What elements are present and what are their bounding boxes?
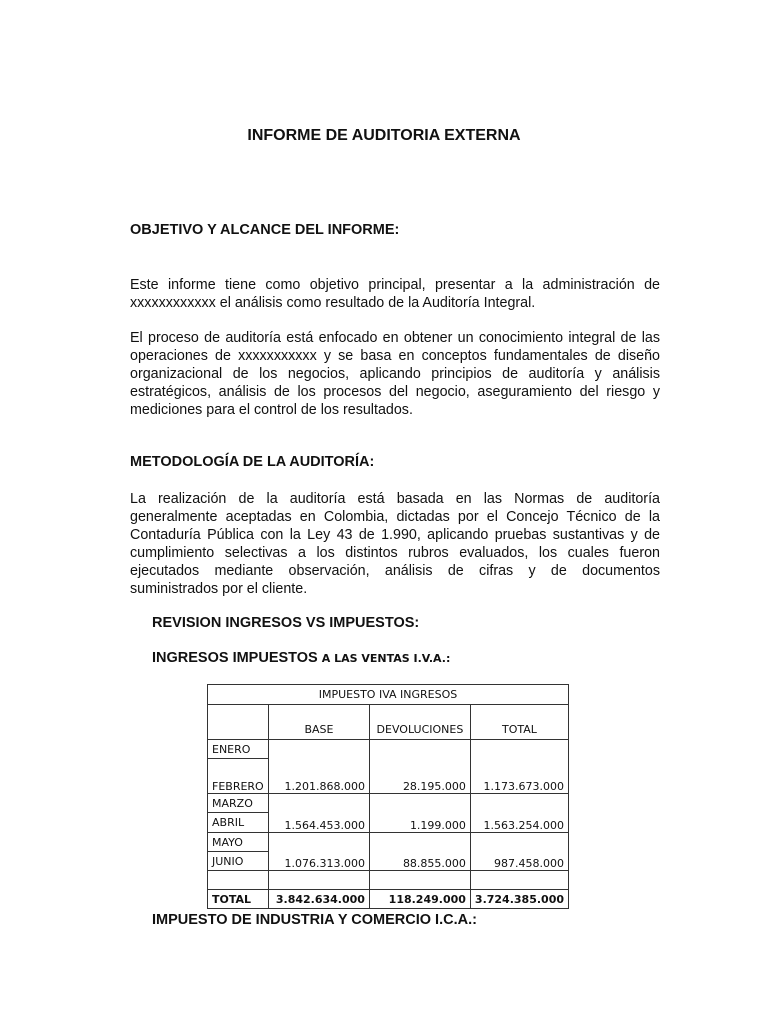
- ingresos-heading-main: INGRESOS IMPUESTOS: [152, 650, 318, 666]
- base-cell: 1.564.453.000: [268, 794, 369, 833]
- table-row: [208, 794, 569, 813]
- table-spacer-row: [208, 871, 569, 890]
- spacer-cell: [268, 871, 369, 890]
- ingresos-heading: [152, 650, 450, 666]
- metodologia-paragraph: La realización de la auditoría está basada en las Normas de auditoría generalmente aceptadas en Colombia, dictadas por el Concejo Técnico de la Contaduría Pública con la Ley 43 de 1.990, aplicando pruebas sustantivas y de cumplimiento selectivas a los distintos rubros evaluados, los cuales fueron ejecutados mediante observación, análisis de cifras y de documentos suministrados por el cliente.: [130, 491, 660, 597]
- total-total: 3.724.385.000: [470, 890, 568, 909]
- col-header-base: BASE: [268, 705, 369, 740]
- table-total-row: [208, 890, 569, 909]
- ingresos-heading-small: A LAS VENTAS I.V.A.:: [321, 652, 451, 665]
- month-cell: MAYO: [208, 833, 269, 852]
- objetivo-heading: OBJETIVO Y ALCANCE DEL INFORME:: [130, 222, 400, 238]
- table-row: [208, 740, 569, 759]
- spacer-cell: [369, 871, 470, 890]
- devoluciones-cell: 1.199.000: [369, 794, 470, 833]
- spacer-cell: [470, 871, 568, 890]
- devoluciones-cell: 88.855.000: [369, 833, 470, 871]
- total-label: TOTAL: [208, 890, 269, 909]
- month-cell: JUNIO: [208, 852, 269, 871]
- total-cell: 1.563.254.000: [470, 794, 568, 833]
- month-cell: MARZO: [208, 794, 269, 813]
- iva-table: [207, 684, 569, 909]
- table-caption: IMPUESTO IVA INGRESOS: [208, 685, 569, 705]
- total-devoluciones: 118.249.000: [369, 890, 470, 909]
- table-row: [208, 833, 569, 852]
- month-header-blank: [208, 705, 269, 740]
- month-cell: ENERO: [208, 740, 269, 759]
- base-cell: 1.201.868.000: [268, 740, 369, 794]
- col-header-devoluciones: DEVOLUCIONES: [369, 705, 470, 740]
- devoluciones-cell: 28.195.000: [369, 740, 470, 794]
- spacer-cell: [208, 871, 269, 890]
- total-cell: 987.458.000: [470, 833, 568, 871]
- ica-heading: IMPUESTO DE INDUSTRIA Y COMERCIO I.C.A.:: [152, 912, 477, 928]
- month-cell: FEBRERO: [208, 759, 269, 794]
- revision-heading: REVISION INGRESOS VS IMPUESTOS:: [152, 615, 420, 631]
- total-base: 3.842.634.000: [268, 890, 369, 909]
- base-cell: 1.076.313.000: [268, 833, 369, 871]
- objetivo-paragraph-1: Este informe tiene como objetivo principal, presentar a la administración de xxxxxxxxxxxx el análisis como resultado de la Auditoría Integral.: [130, 277, 660, 311]
- total-cell: 1.173.673.000: [470, 740, 568, 794]
- metodologia-heading: METODOLOGÍA DE LA AUDITORÍA:: [130, 454, 375, 470]
- document-title: INFORME DE AUDITORIA EXTERNA: [247, 127, 521, 144]
- objetivo-paragraph-2: El proceso de auditoría está enfocado en obtener un conocimiento integral de las operaciones de xxxxxxxxxxx y se basa en conceptos fundamentales de diseño organizacional de los negocios, aplicando principios de auditoría y análisis estratégicos, análisis de los procesos del negocio, aseguramiento del riesgo y mediciones para el control de los resultados.: [130, 330, 660, 418]
- col-header-total: TOTAL: [470, 705, 568, 740]
- month-cell: ABRIL: [208, 813, 269, 833]
